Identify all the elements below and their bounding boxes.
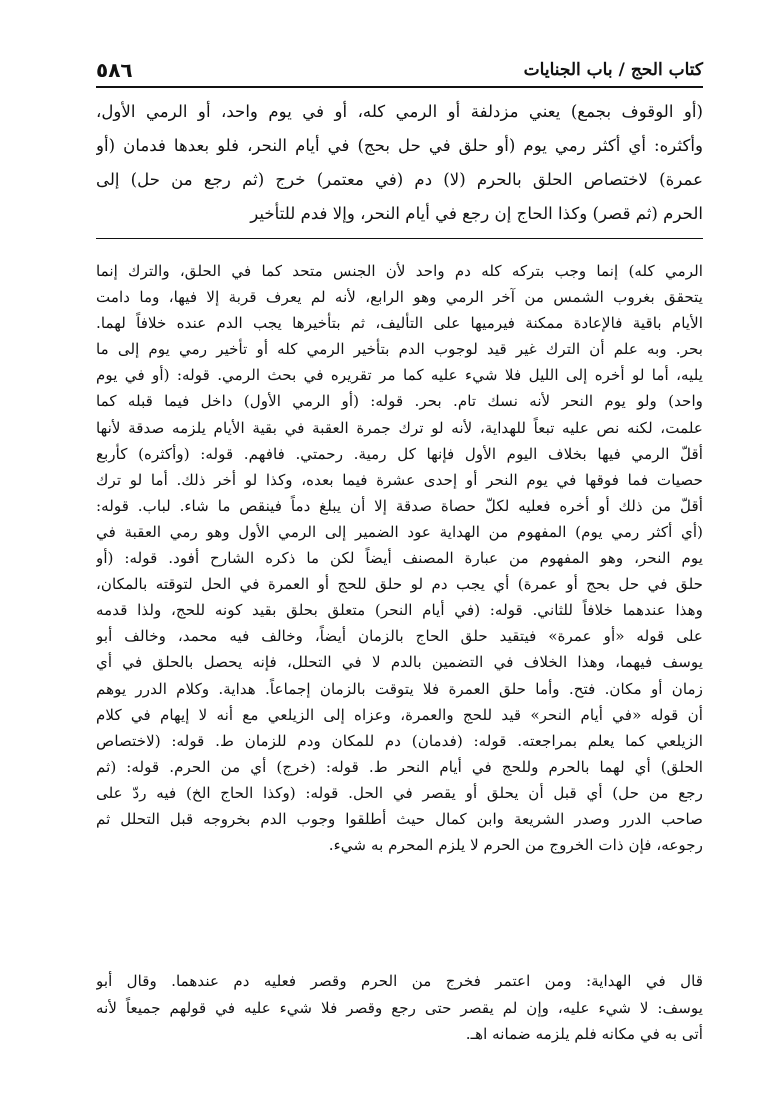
commentary-line: الرمي كله) إنما وجب بتركه كله دم واحد لأن الجنس متحد كما في الحلق، والترك إنما: [96, 262, 703, 280]
commentary-line: الأيام باقية فالإعادة ممكنة فيرميها على التأليف، ثم بتأخيرها يجب الدم عنده خلافاً لهما.: [96, 314, 703, 333]
section-divider: [96, 238, 703, 239]
main-text-line: وأكثره: أي أكثر رمي يوم (أو حلق في حل بحج) في أيام النحر، فلو بعدها فدمان (أو: [96, 136, 703, 155]
main-text-line: الحرم (ثم قصر) وكذا الحاج إن رجع في أيام النحر، وإلا فدم للتأخير: [250, 204, 703, 223]
quoted-passage: [96, 968, 703, 1048]
commentary-line: حلق في حل بحج أو عمرة) أي يجب دم لو حلق للحج أو العمرة في الحل لتوقته بالمكان،: [96, 575, 703, 594]
commentary-line: زمان أو مكان. فتح. وأما حلق العمرة فلا يتوقت بالزمان إجماعاً. هداية. وكلام الدرر يوهم: [96, 679, 703, 698]
running-title: [524, 60, 703, 80]
commentary-line: حصيات فما فوقها في يوم النحر أو إحدى عشرة فيما بعده، وكذا لو أخر ذلك. أما لو ترك: [96, 470, 703, 489]
page-number: ٥٨٦: [96, 58, 133, 82]
commentary-line: الحلق) أي لهما بالحرم وللحج في أيام النحر ط. قوله: (خرج) أي من الحرم. قوله: (ثم: [96, 757, 703, 776]
chapter-title: باب الجنايات: [523, 60, 613, 80]
commentary-line: رجع من حل) أي قبل أن يحلق أو يقصر في الحل. قوله: (وكذا الحاج الخ) فيه ردّ على: [96, 783, 703, 802]
commentary-line: واحد) ولو يوم النحر لأنه نسك تام. بحر. قوله: (أو الرمي الأول) داخل فيما قبله كما: [96, 392, 703, 411]
commentary-line: رجوعه، فإن ذات الخروج من الحرم لا يلزم المحرم به شيء.: [328, 836, 703, 855]
commentary-line: أقلّ الرمي فيها بخلاف اليوم الأول فإنها كل رمية. رحمتي. فافهم. قوله: (وأكثره) كأربع: [96, 444, 703, 463]
commentary-line: أقلّ من ذلك أو أخره فعليه لكلّ حصاة صدقة إلا أن يبلغ دماً فينقص ما شاء. لباب. قوله:: [96, 496, 703, 515]
commentary-line: أن قوله «في أيام النحر» قيد للحج والعمرة، وعزاه إلى الزيلعي مع أنه لا إيهام في كلام: [96, 705, 703, 724]
quoted-line: قال في الهداية: ومن اعتمر فخرج من الحرم وقصر فعليه دم عندهما. وقال أبو: [96, 972, 703, 990]
commentary-line: (أي أكثر رمي يوم) المفهوم من الهداية عود الضمير إلى الرمي الأول وهو رمي العقبة في: [96, 522, 703, 541]
commentary-line: علمت، لكنه نص عليه تبعاً للهداية، لأنه لو ترك جمرة العقبة في بقية الأيام يلزمه صدقة لأنها: [96, 418, 703, 437]
main-text: [96, 95, 703, 231]
commentary-line: الزيلعي كما يعلم بمراجعته. قوله: (فدمان) دم للمكان ودم للزمان ط. قوله: (لاختصاص: [96, 731, 703, 750]
commentary-line: يوسف فيهما، وهذا الخلاف في التضمين بالدم لا في التحلل، فإنه يحصل بالحلق في أي: [96, 653, 703, 672]
quoted-line: أتى به في مكانه فلم يلزمه ضمانه اهـ.: [465, 1025, 703, 1043]
main-text-line: (أو الوقوف بجمع) يعني مزدلفة أو الرمي كله، أو في يوم واحد، أو الرمي الأول،: [96, 102, 703, 121]
commentary-text: [96, 258, 703, 858]
book-title: كتاب الحج: [630, 60, 703, 80]
quoted-line: يوسف: لا شيء عليه، وإن لم يقصر حتى رجع وقصر فلا شيء عليه في قولهم جميعاً لأنه: [96, 998, 703, 1017]
page-header: [96, 56, 703, 88]
commentary-line: يليه، أما لو أخره إلى الليل فلا شيء عليه كما مر تقريره في بحث الرمي. قوله: (أو في يوم: [96, 366, 703, 385]
commentary-line: بحر. وبه علم أن الترك غير قيد لوجوب الدم بتأخير الرمي كله أو تأخير رمي يوم إلى ما: [96, 340, 703, 359]
commentary-line: على قوله «أو عمرة» فيتقيد حلق الحاج بالزمان أيضاً، وخالف فيه محمد، وخالف أبو: [96, 627, 703, 646]
main-text-line: عمرة) لاختصاص الحلق بالحرم (لا) دم (في معتمر) خرج (ثم رجع من حل) إلى: [96, 170, 703, 189]
title-separator: /: [618, 60, 625, 80]
commentary-line: صاحب الدرر وصدر الشريعة وابن كمال حيث أطلقوا وجوب الدم بخروجه قبل التحلل ثم: [96, 809, 703, 828]
commentary-line: يتحقق بغروب الشمس من آخر الرمي وهو الرابع، لأنه لم يعرف قربة إلا فيها، وما دامت: [96, 288, 703, 307]
commentary-line: يوم النحر، وهو المفهوم من عبارة المصنف أيضاً لكن ما ذكره الشارح أفود. قوله: (أو: [96, 549, 703, 568]
commentary-line: وهذا عندهما خلافاً للثاني. قوله: (في أيام النحر) متعلق بحلق بقيد كونه للحج، ولذا قدمه: [96, 601, 703, 620]
